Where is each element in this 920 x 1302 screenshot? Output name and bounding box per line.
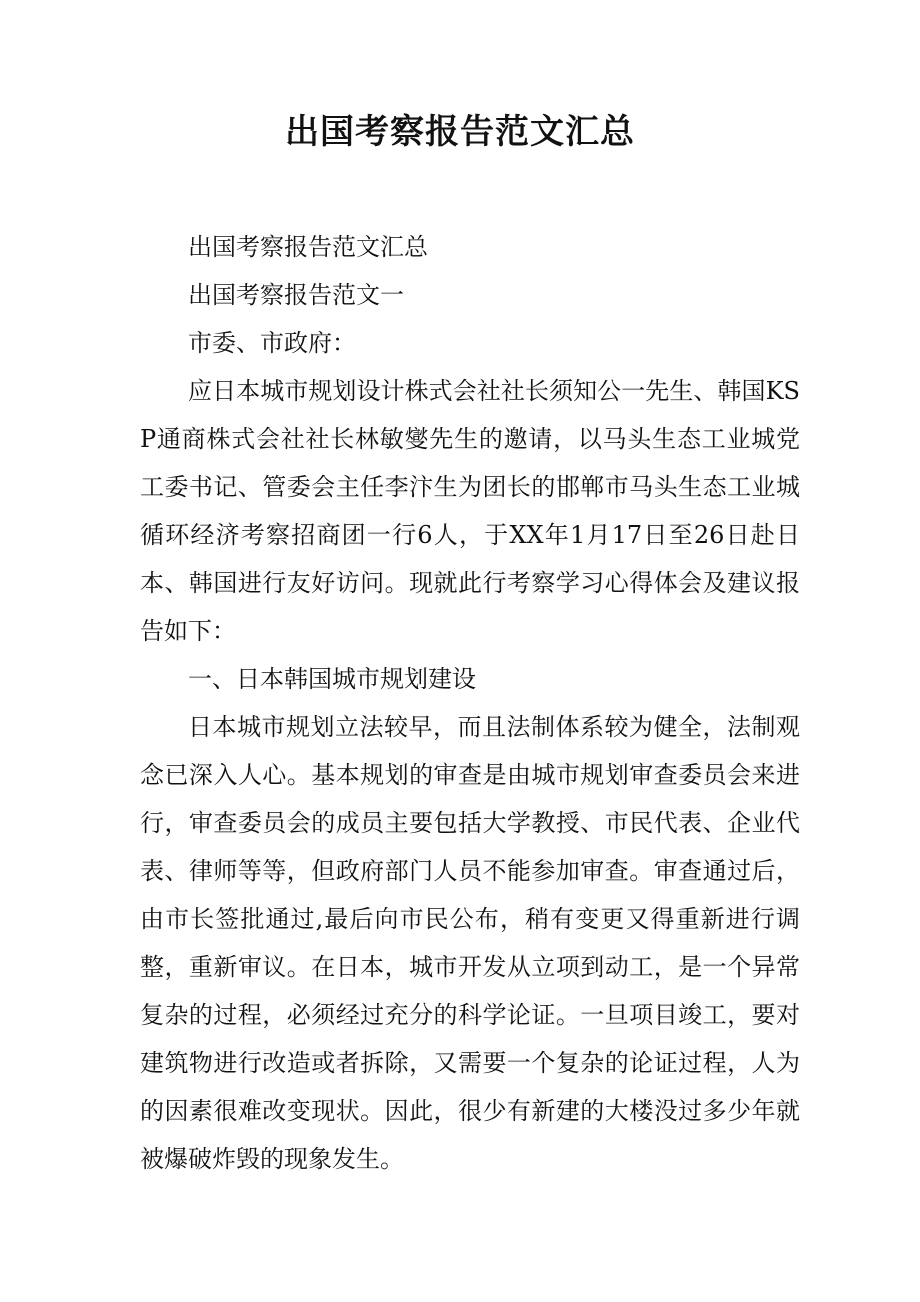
paragraph-salutation: 市委、市政府： [188, 329, 356, 357]
document-title: 出国考察报告范文汇总 [285, 112, 635, 152]
paragraph-heading: 出国考察报告范文汇总 [188, 233, 428, 261]
paragraph-section-heading: 一、日本韩国城市规划建设 [188, 665, 476, 693]
paragraph-subheading: 出国考察报告范文一 [188, 281, 404, 309]
paragraph-intro: 应日本城市规划设计株式会社社长须知公一先生、韩国KSP通商株式会社社长林敏燮先生的邀请，以马头生态工业城党工委书记、管委会主任李汴生为团长的邯郸市马头生态工业城循环经济考察招商团一行6人，于XX年1月17日至26日赴日本、韩国进行友好访问。现就此行考察学习心得体会及建议报告如下： [140, 377, 800, 645]
paragraph-body: 日本城市规划立法较早，而且法制体系较为健全，法制观念已深入人心。基本规划的审查是由城市规划审查委员会来进行，审查委员会的成员主要包括大学教授、市民代表、企业代表、律师等等，但政府部门人员不能参加审查。审查通过后，由市长签批通过,最后向市民公布，稍有变更又得重新进行调整，重新审议。在日本，城市开发从立项到动工，是一个异常复杂的过程，必须经过充分的科学论证。一旦项目竣工，要对建筑物进行改造或者拆除，又需要一个复杂的论证过程，人为的因素很难改变现状。因此，很少有新建的大楼没过多少年就被爆破炸毁的现象发生。 [140, 713, 800, 1173]
document-body [140, 223, 800, 1183]
